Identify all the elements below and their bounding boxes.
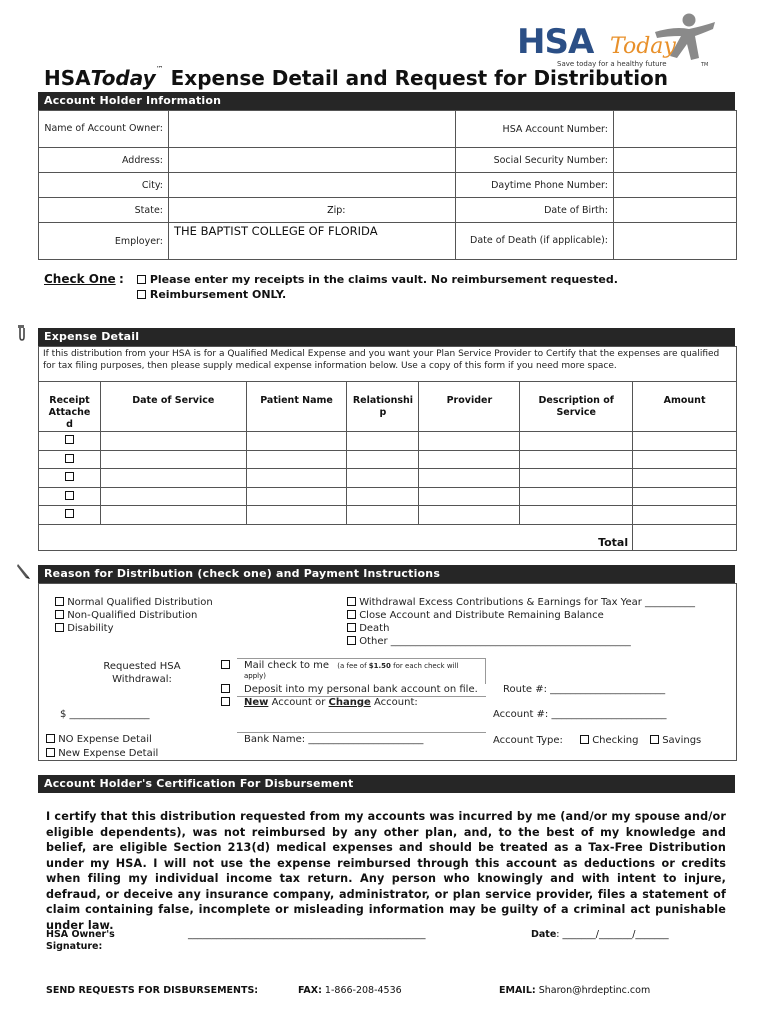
label-zip: Zip: xyxy=(327,204,346,216)
new-expense-detail-option[interactable]: New Expense Detail xyxy=(46,748,158,759)
checkbox[interactable] xyxy=(137,275,146,284)
page-title: HSAToday™ Expense Detail and Request for Distribution xyxy=(44,66,669,90)
col-amount: Amount xyxy=(633,382,737,432)
receipt-checkbox-cell[interactable] xyxy=(39,469,101,488)
checkbox[interactable] xyxy=(650,735,659,744)
label-city: City: xyxy=(39,173,169,198)
description-cell[interactable] xyxy=(520,450,633,469)
checkbox[interactable] xyxy=(347,597,356,606)
checkbox[interactable] xyxy=(65,454,74,463)
col-relationship: Relationshi p xyxy=(347,382,419,432)
paperclip-icon xyxy=(16,324,28,346)
checkbox[interactable] xyxy=(55,623,64,632)
receipt-checkbox-cell[interactable] xyxy=(39,450,101,469)
provider-cell[interactable] xyxy=(419,487,520,506)
account-type-checking[interactable]: Checking xyxy=(580,735,638,746)
logo-tagline: Save today for a healthy future xyxy=(557,60,667,68)
bank-divider xyxy=(237,732,486,733)
label-account-owner: Name of Account Owner: xyxy=(39,111,169,148)
provider-cell[interactable] xyxy=(419,506,520,525)
reason-header: Reason for Distribution (check one) and Payment Instructions xyxy=(38,565,735,583)
logo-tm: TM xyxy=(701,62,709,68)
checkbox[interactable] xyxy=(46,748,55,757)
hsa-today-logo xyxy=(515,12,720,72)
checkbox[interactable] xyxy=(65,435,74,444)
option-normal-qualified[interactable]: Normal Qualified Distribution xyxy=(55,597,213,608)
checkbox[interactable] xyxy=(137,290,146,299)
checkbox[interactable] xyxy=(65,491,74,500)
col-patient-name: Patient Name xyxy=(246,382,347,432)
expense-detail-header: Expense Detail xyxy=(38,328,735,346)
logo-hsa-text: HSA xyxy=(517,22,594,62)
patient-cell[interactable] xyxy=(246,450,347,469)
total-amount-field[interactable] xyxy=(633,524,737,550)
col-description-of-service: Description of Service xyxy=(520,382,633,432)
fax-contact: FAX: 1-866-208-4536 xyxy=(298,985,402,996)
amount-cell[interactable] xyxy=(633,432,737,451)
checkbox[interactable] xyxy=(221,697,230,706)
description-cell[interactable] xyxy=(520,469,633,488)
signature-line[interactable]: __________________________________________________ xyxy=(188,929,426,940)
receipt-checkbox-cell[interactable] xyxy=(39,432,101,451)
checkbox[interactable] xyxy=(347,610,356,619)
total-label: Total xyxy=(39,524,633,550)
col-date-of-service: Date of Service xyxy=(100,382,246,432)
employer-field[interactable]: THE BAPTIST COLLEGE OF FLORIDA xyxy=(169,223,456,260)
account-number-field[interactable]: Account #: _______________________ xyxy=(493,709,667,720)
description-cell[interactable] xyxy=(520,506,633,525)
option-death[interactable]: Death xyxy=(347,623,389,634)
zip-field[interactable] xyxy=(346,198,456,223)
signature-label: HSA Owner's Signature: xyxy=(46,929,115,952)
send-requests-label: SEND REQUESTS FOR DISBURSEMENTS: xyxy=(46,985,259,996)
expense-table xyxy=(38,381,737,551)
date-cell[interactable] xyxy=(100,432,246,451)
account-type-label: Account Type: xyxy=(493,735,563,746)
provider-cell[interactable] xyxy=(419,469,520,488)
table-row xyxy=(39,487,737,506)
mail-check-checkbox[interactable] xyxy=(221,660,230,671)
label-ssn: Social Security Number: xyxy=(456,148,614,173)
date-of-birth-field[interactable] xyxy=(614,198,737,223)
checkbox[interactable] xyxy=(65,472,74,481)
expense-detail-note: If this distribution from your HSA is for a Qualified Medical Expense and you want your Plan Service Provider to Certify that the expenses are qualified for tax filing purposes, then please supply medical expense information below. Use a copy of this form if you need more space. xyxy=(38,346,737,381)
option-other[interactable]: Other ________________________________________________ xyxy=(347,636,631,647)
patient-cell[interactable] xyxy=(246,487,347,506)
certification-header: Account Holder's Certification For Disbursement xyxy=(38,775,735,793)
route-number-field[interactable]: Route #: _______________________ xyxy=(503,684,666,695)
label-address: Address: xyxy=(39,148,169,173)
relationship-cell[interactable] xyxy=(347,432,419,451)
relationship-cell[interactable] xyxy=(347,487,419,506)
date-field[interactable]: Date: _______/_______/_______ xyxy=(531,929,669,940)
option-non-qualified[interactable]: Non-Qualified Distribution xyxy=(55,610,197,621)
amount-cell[interactable] xyxy=(633,487,737,506)
label-hsa-account-number: HSA Account Number: xyxy=(456,111,614,148)
check-one-colon: : xyxy=(119,272,124,286)
mail-check-label: Mail check to me (a fee of $1.50 for each check will xyxy=(244,660,459,671)
checkbox[interactable] xyxy=(221,660,230,669)
col-receipt-attached: Receipt Attache d xyxy=(39,382,101,432)
deposit-label: Deposit into my personal bank account on file. xyxy=(244,684,478,695)
requested-withdrawal-label: Requested HSA Withdrawal: xyxy=(103,661,181,685)
table-row xyxy=(39,469,737,488)
option-disability[interactable]: Disability xyxy=(55,623,114,634)
patient-cell[interactable] xyxy=(246,432,347,451)
amount-cell[interactable] xyxy=(633,450,737,469)
patient-cell[interactable] xyxy=(246,506,347,525)
checkbox[interactable] xyxy=(221,684,230,693)
provider-cell[interactable] xyxy=(419,450,520,469)
description-cell[interactable] xyxy=(520,432,633,451)
bank-name-field[interactable]: Bank Name: _______________________ xyxy=(244,734,424,745)
table-row xyxy=(39,450,737,469)
ssn-field[interactable] xyxy=(614,148,737,173)
option-close-account[interactable]: Close Account and Distribute Remaining Balance xyxy=(347,610,604,621)
state-field[interactable] xyxy=(169,198,346,223)
checkbox[interactable] xyxy=(347,623,356,632)
label-employer: Employer: xyxy=(39,223,169,260)
table-row xyxy=(39,506,737,525)
receipt-checkbox-cell[interactable] xyxy=(39,506,101,525)
checkbox[interactable] xyxy=(46,734,55,743)
date-cell[interactable] xyxy=(100,487,246,506)
amount-cell[interactable] xyxy=(633,469,737,488)
label-daytime-phone: Daytime Phone Number: xyxy=(456,173,614,198)
receipt-checkbox-cell[interactable] xyxy=(39,487,101,506)
fee-apply-note: apply) xyxy=(244,672,266,680)
date-cell[interactable] xyxy=(100,506,246,525)
withdrawal-amount-field[interactable]: $ ________________ xyxy=(60,709,150,720)
check-one-label: Check One xyxy=(44,272,116,286)
account-holder-header: Account Holder Information xyxy=(38,92,735,110)
label-state: State: xyxy=(39,198,169,223)
checkbox[interactable] xyxy=(55,610,64,619)
check-fee-note: (a fee of $1.50 for each check will xyxy=(337,662,459,670)
new-change-account-label: New Account or Change Account: xyxy=(244,697,418,708)
checkbox[interactable] xyxy=(65,509,74,518)
hsa-account-number-field[interactable] xyxy=(614,111,737,148)
account-type-savings[interactable]: Savings xyxy=(650,735,701,746)
label-date-of-death: Date of Death (if applicable): xyxy=(456,223,614,260)
date-cell[interactable] xyxy=(100,450,246,469)
date-of-death-field[interactable] xyxy=(614,223,737,260)
patient-cell[interactable] xyxy=(246,469,347,488)
checkbox[interactable] xyxy=(347,636,356,645)
checkbox[interactable] xyxy=(55,597,64,606)
option-excess-contributions[interactable]: Withdrawal Excess Contributions & Earnings for Tax Year __________ xyxy=(347,597,695,608)
description-cell[interactable] xyxy=(520,487,633,506)
relationship-cell[interactable] xyxy=(347,506,419,525)
no-expense-detail-option[interactable]: NO Expense Detail xyxy=(46,734,152,745)
pen-icon xyxy=(16,562,32,584)
new-change-account-checkbox[interactable] xyxy=(221,697,230,708)
label-date-of-birth: Date of Birth: xyxy=(456,198,614,223)
amount-cell[interactable] xyxy=(633,506,737,525)
email-contact: EMAIL: Sharon@hrdeptinc.com xyxy=(499,985,651,996)
city-field[interactable] xyxy=(169,173,456,198)
certification-text: I certify that this distribution requested from my accounts was incurred by me (and/or my spouse and/or eligible dependents), was not reimbursed by any other plan, and, to the best of my knowledge and belief, are eligible Section 213(d) medical expenses and should be treated as a Tax-Free Distribution under my HSA. I will not use the expense reimbursed through this account as deductions or credits when filing my individual income tax return. Any person who knowingly and with intent to injure, defraud, or deceive any insurance company, administrator, or plan service provider, files a statement of claim containing false, incomplete or misleading information may be guilty of a criminal act punishable under law. xyxy=(46,810,726,932)
address-field[interactable] xyxy=(169,148,456,173)
logo-today-text: Today xyxy=(610,34,676,59)
check-one-option-reimbursement[interactable]: Reimbursement ONLY. xyxy=(137,288,286,301)
mail-check-box xyxy=(237,658,486,684)
col-provider: Provider xyxy=(419,382,520,432)
checkbox[interactable] xyxy=(580,735,589,744)
table-row xyxy=(39,432,737,451)
relationship-cell[interactable] xyxy=(347,450,419,469)
daytime-phone-field[interactable] xyxy=(614,173,737,198)
relationship-cell[interactable] xyxy=(347,469,419,488)
date-cell[interactable] xyxy=(100,469,246,488)
deposit-checkbox[interactable] xyxy=(221,684,230,695)
provider-cell[interactable] xyxy=(419,432,520,451)
account-owner-field[interactable] xyxy=(169,111,456,148)
email-link[interactable]: Sharon@hrdeptinc.com xyxy=(538,985,651,996)
account-holder-table xyxy=(38,110,737,260)
check-one-option-vault[interactable]: Please enter my receipts in the claims vault. No reimbursement requested. xyxy=(137,273,618,286)
